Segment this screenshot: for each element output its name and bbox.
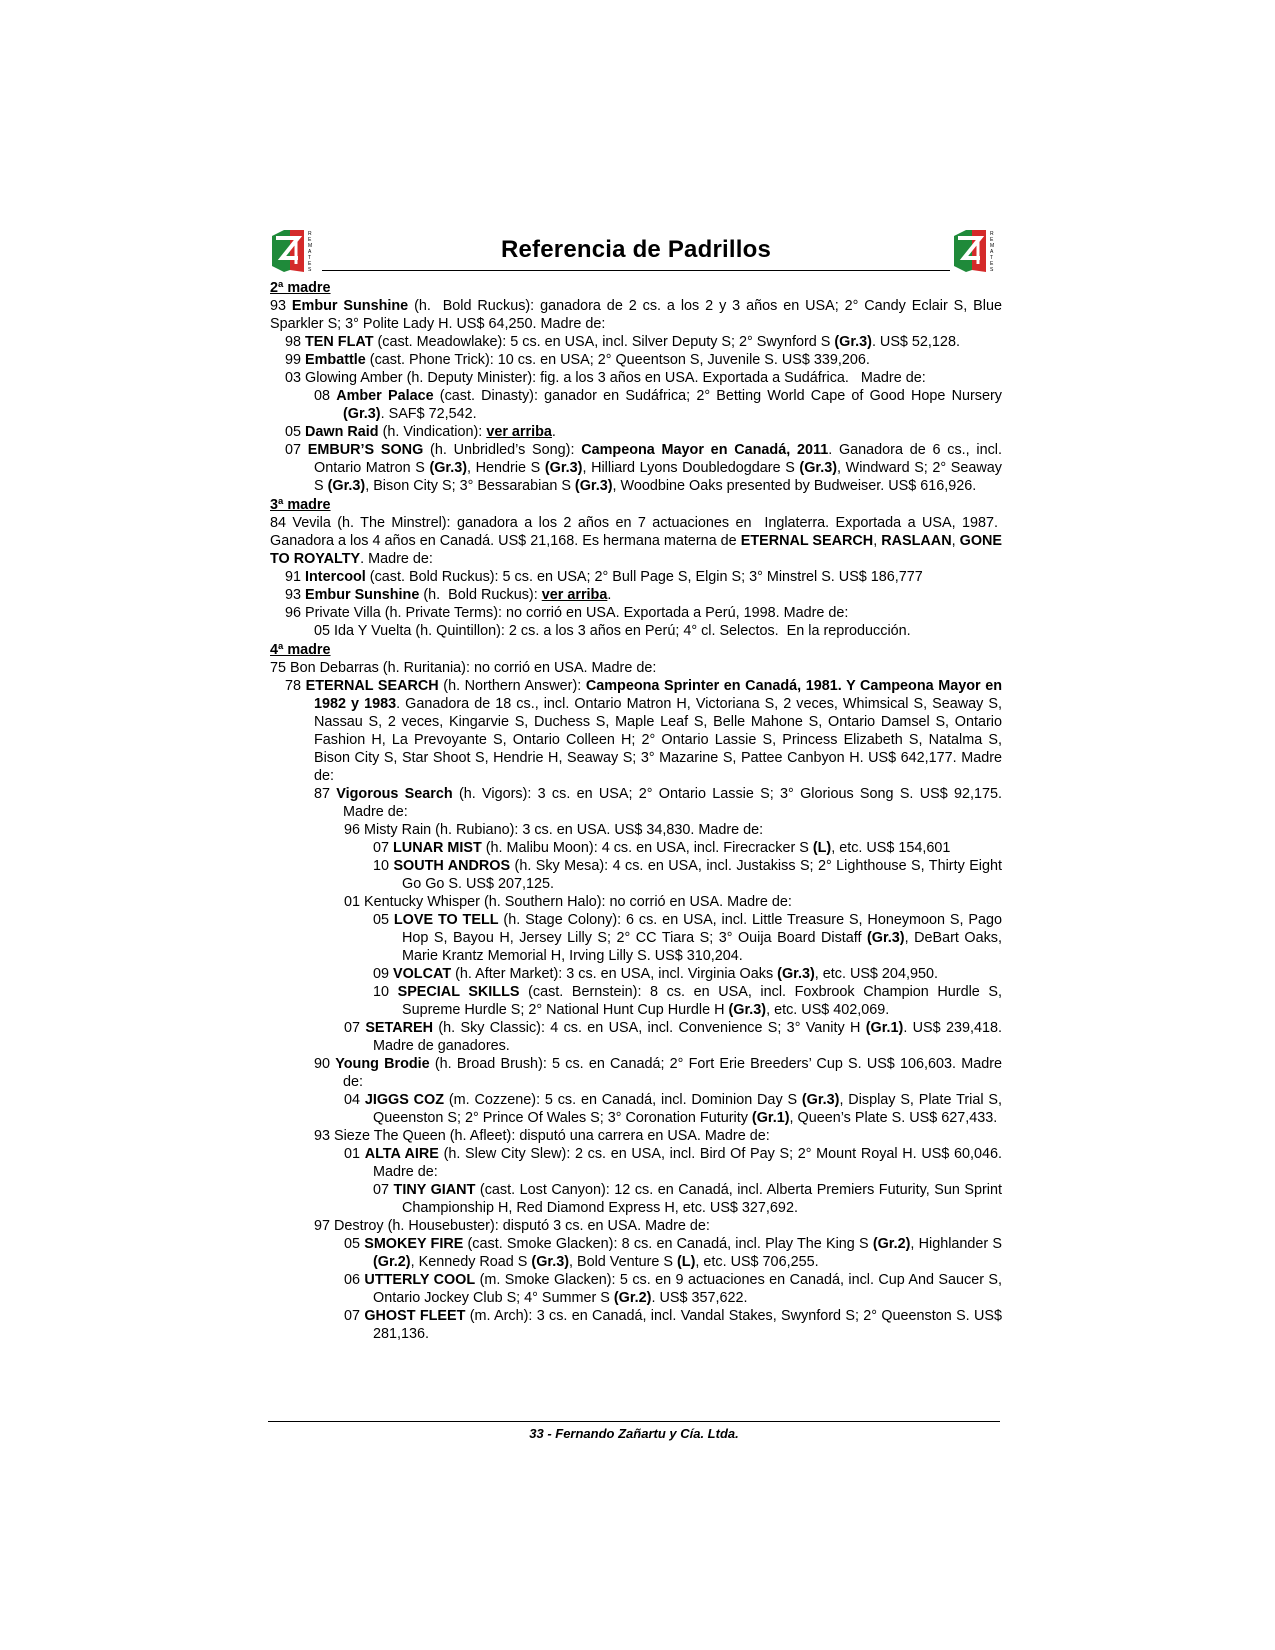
pedigree-entry: 90 Young Brodie (h. Broad Brush): 5 cs. en Canadá; 2° Fort Erie Breeders’ Cup S. US$ 106,603. Madre de: — [314, 1056, 1003, 1090]
pedigree-entry: 10 SOUTH ANDROS (h. Sky Mesa): 4 cs. en USA, incl. Justakiss S; 2° Lighthouse S, Thirty Eight Go Go S. US$ 207,125. — [373, 858, 1003, 892]
pedigree-entry: 10 SPECIAL SKILLS (cast. Bernstein): 8 cs. en USA, incl. Foxbrook Champion Hurdle S, Supreme Hurdle S; 2° National Hunt Cup Hurdle H (Gr.3), etc. US$ 402,069. — [373, 984, 1002, 1018]
svg-text:E: E — [308, 261, 312, 267]
pedigree-entry: 96 Private Villa (h. Private Terms): no corrió en USA. Exportada a Perú, 1998. Madre de: — [285, 605, 849, 621]
pedigree-entry: 05 LOVE TO TELL (h. Stage Colony): 6 cs. en USA, incl. Little Treasure S, Honeymoon S, Pago Hop S, Bayou H, Jersey Lilly S; 2° CC Tiara S; 3° Ouija Board Distaff (Gr.3), DeBart Oaks, Marie Krantz Memorial H, Irving Lilly S. US$ 310,204. — [373, 912, 1002, 964]
svg-text:R: R — [308, 231, 312, 237]
page-header — [270, 228, 1002, 278]
pedigree-entry: 78 ETERNAL SEARCH (h. Northern Answer): Campeona Sprinter en Canadá, 1981. Y Campeona Mayor en 1982 y 1983. Ganadora de 18 cs., incl. Ontario Matron H, Victoriana S, 2 veces, Whimsical S, Seaway S, Nassau S, 2 veces, Kingarvie S, Duchess S, Maple Leaf S, Belle Mahone S, Ontario Damsel S, Ontario Fashion H, La Prevoyante S, Ontario Colleen H; 2° Ontario Lassie S, Princess Elizabeth S, Natalma S, Bison City S, Star Shoot S, Hendrie H, Seaway S; 3° Mazarine S, Pattee Canbyon H. US$ 642,177. Madre de: — [285, 678, 1002, 784]
pedigree-entry: 91 Intercool (cast. Bold Ruckus): 5 cs. en USA; 2° Bull Page S, Elgin S; 3° Minstrel S. US$ 186,777 — [285, 569, 923, 585]
section-heading: 4ª madre — [270, 642, 331, 658]
page-title: Referencia de Padrillos — [500, 236, 772, 263]
svg-text:R: R — [990, 231, 994, 237]
svg-text:T: T — [990, 255, 994, 261]
svg-text:A: A — [990, 249, 994, 255]
pedigree-entry: 96 Misty Rain (h. Rubiano): 3 cs. en USA. US$ 34,830. Madre de: — [344, 822, 764, 838]
svg-text:E: E — [308, 237, 312, 243]
pedigree-entry: 06 UTTERLY COOL (m. Smoke Glacken): 5 cs. en 9 actuaciones en Canadá, incl. Cup And Saucer S, Ontario Jockey Club S; 4° Summer S (Gr.2). US$ 357,622. — [344, 1272, 1002, 1306]
pedigree-entry: 08 Amber Palace (cast. Dinasty): ganador en Sudáfrica; 2° Betting World Cape of Good Hope Nursery (Gr.3). SAF$ 72,542. — [314, 388, 1002, 422]
pedigree-entry: 93 Embur Sunshine (h. Bold Ruckus): ver arriba. — [285, 587, 612, 603]
svg-text:S: S — [308, 267, 312, 273]
footer-rule — [268, 1421, 1000, 1422]
svg-text:T: T — [308, 255, 312, 261]
page-footer: 33 - Fernando Zañartu y Cía. Ltda. — [529, 1426, 739, 1441]
section-heading: 3ª madre — [270, 497, 331, 513]
pedigree-content — [270, 279, 1002, 1343]
zr-remates-logo-right — [952, 228, 1002, 274]
pedigree-entry: 99 Embattle (cast. Phone Trick): 10 cs. en USA; 2° Queentson S, Juvenile S. US$ 339,206. — [285, 352, 870, 368]
pedigree-entry: 03 Glowing Amber (h. Deputy Minister): fig. a los 3 años en USA. Exportada a Sudáfrica. Madre de: — [285, 370, 926, 386]
document-page — [270, 228, 1002, 1343]
pedigree-entry: 05 SMOKEY FIRE (cast. Smoke Glacken): 8 cs. en Canadá, incl. Play The King S (Gr.2), Highlander S (Gr.2), Kennedy Road S (Gr.3), Bold Venture S (L), etc. US$ 706,255. — [344, 1236, 1003, 1270]
pedigree-entry: 87 Vigorous Search (h. Vigors): 3 cs. en USA; 2° Ontario Lassie S; 3° Glorious Song S. US$ 92,175. Madre de: — [314, 786, 1002, 820]
svg-text:M: M — [308, 243, 313, 249]
pedigree-entry: 97 Destroy (h. Housebuster): disputó 3 cs. en USA. Madre de: — [314, 1218, 710, 1234]
svg-text:E: E — [990, 237, 994, 243]
pedigree-entry: 07 SETAREH (h. Sky Classic): 4 cs. en USA, incl. Convenience S; 3° Vanity H (Gr.1). US$ 239,418. Madre de ganadores. — [344, 1020, 1002, 1054]
pedigree-entry: 07 GHOST FLEET (m. Arch): 3 cs. en Canadá, incl. Vandal Stakes, Swynford S; 2° Queenston S. US$ 281,136. — [344, 1308, 1002, 1342]
pedigree-entry: 93 Embur Sunshine (h. Bold Ruckus): ganadora de 2 cs. a los 2 y 3 años en USA; 2° Candy Eclair S, Blue Sparkler S; 3° Polite Lady H. US$ 64,250. Madre de: — [270, 298, 1002, 332]
pedigree-entry: 07 EMBUR’S SONG (h. Unbridled’s Song): Campeona Mayor en Canadá, 2011. Ganadora de 6 cs., incl. Ontario Matron S (Gr.3), Hendrie S (Gr.3), Hilliard Lyons Doubledogdare S (Gr.3), Windward S; 2° Seaway S (Gr.3), Bison City S; 3° Bessarabian S (Gr.3), Woodbine Oaks presented by Budweiser. US$ 616,926. — [285, 442, 1002, 494]
pedigree-entry: 04 JIGGS COZ (m. Cozzene): 5 cs. en Canadá, incl. Dominion Day S (Gr.3), Display S, Plate Trial S, Queenston S; 2° Prince Of Wales S; 3° Coronation Futurity (Gr.1), Queen’s Plate S. US$ 627,433. — [344, 1092, 1002, 1126]
pedigree-entry: 07 TINY GIANT (cast. Lost Canyon): 12 cs. en Canadá, incl. Alberta Premiers Futurity, Sun Sprint Championship H, Red Diamond Express H, etc. US$ 327,692. — [373, 1182, 1002, 1216]
svg-text:S: S — [990, 267, 994, 273]
svg-text:E: E — [990, 261, 994, 267]
svg-text:A: A — [308, 249, 312, 255]
pedigree-entry: 01 Kentucky Whisper (h. Southern Halo): no corrió en USA. Madre de: — [344, 894, 792, 910]
svg-text:M: M — [990, 243, 995, 249]
pedigree-entry: 05 Ida Y Vuelta (h. Quintillon): 2 cs. a los 3 años en Perú; 4° cl. Selectos. En la reproducción. — [314, 623, 911, 639]
pedigree-entry: 93 Sieze The Queen (h. Afleet): disputó una carrera en USA. Madre de: — [314, 1128, 770, 1144]
pedigree-entry: 75 Bon Debarras (h. Ruritania): no corrió en USA. Madre de: — [270, 660, 657, 676]
pedigree-entry: 98 TEN FLAT (cast. Meadowlake): 5 cs. en USA, incl. Silver Deputy S; 2° Swynford S (Gr.3). US$ 52,128. — [285, 334, 960, 350]
pedigree-entry: 09 VOLCAT (h. After Market): 3 cs. en USA, incl. Virginia Oaks (Gr.3), etc. US$ 204,950. — [373, 966, 938, 982]
section-heading: 2ª madre — [270, 280, 331, 296]
pedigree-entry: 01 ALTA AIRE (h. Slew City Slew): 2 cs. en USA, incl. Bird Of Pay S; 2° Mount Royal H. US$ 60,046. Madre de: — [344, 1146, 1003, 1180]
pedigree-entry: 07 LUNAR MIST (h. Malibu Moon): 4 cs. en USA, incl. Firecracker S (L), etc. US$ 154,601 — [373, 840, 951, 856]
pedigree-entry: 84 Vevila (h. The Minstrel): ganadora a los 2 años en 7 actuaciones en Inglaterra. Exportada a USA, 1987. Ganadora a los 4 años en Canadá. US$ 21,168. Es hermana materna de ETERNAL SEARCH, RASLAAN, GONE TO ROYALTY. Madre de: — [270, 515, 1003, 567]
header-rule — [322, 270, 950, 271]
pedigree-entry: 05 Dawn Raid (h. Vindication): ver arriba. — [285, 424, 556, 440]
